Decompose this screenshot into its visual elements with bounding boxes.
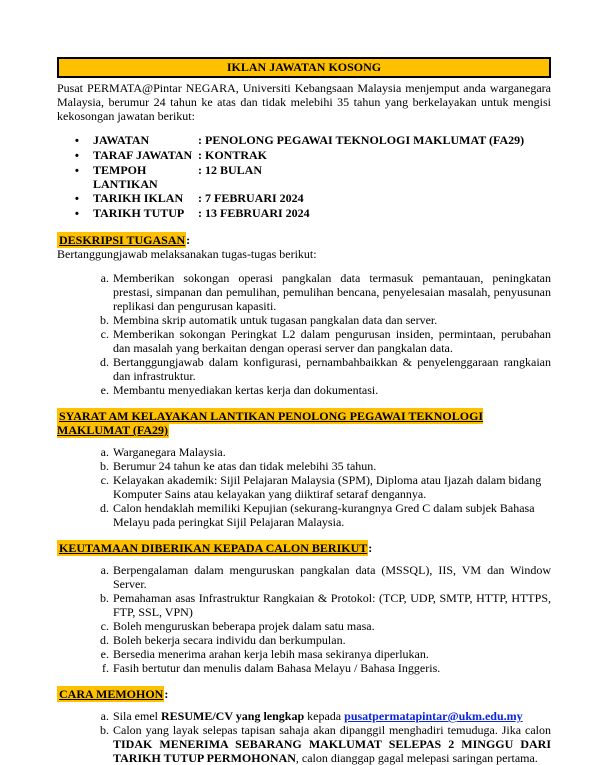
job-detail-value: : PENOLONG PEGAWAI TEKNOLOGI MAKLUMAT (FA29) <box>198 133 525 147</box>
section-heading-line <box>57 233 551 247</box>
section-heading-cara-memohon: CARA MEMOHON <box>59 687 164 701</box>
bullet-icon <box>75 148 93 163</box>
list-item: e. Membantu menyediakan kertas kerja dan dokumentasi. <box>112 383 551 397</box>
job-detail-label: TARIKH TUTUP <box>93 206 185 220</box>
intro-paragraph: Pusat PERMATA@Pintar NEGARA, Universiti Kebangsaan Malaysia menjemput anda warganegara Malaysia, berumur 24 tahun ke atas dan tidak melebihi 35 tahun yang berkelayakan untuk mengisi kekosongan jawatan berikut: <box>57 81 551 123</box>
bullet-icon <box>75 191 93 206</box>
heading-colon: : <box>186 233 191 247</box>
list-item-apply-email <box>112 709 551 723</box>
document-page <box>57 57 551 765</box>
job-detail-value: : KONTRAK <box>198 148 267 162</box>
section-heading-syarat: SYARAT AM KELAYAKAN LANTIKAN PENOLONG PEGAWAI TEKNOLOGI MAKLUMAT (FA29) <box>57 409 484 437</box>
heading-colon: : <box>164 687 169 701</box>
note-text: Calon yang layak selepas tapisan sahaja akan dipanggil menghadiri temuduga. Jika calon <box>113 723 551 737</box>
job-detail-row <box>57 148 551 163</box>
job-detail-row <box>57 191 551 206</box>
section-heading-line <box>57 409 551 437</box>
apply-bold-resume: RESUME/CV yang lengkap <box>161 709 305 723</box>
syarat-list <box>57 445 551 529</box>
job-detail-value: : 12 BULAN <box>198 163 263 177</box>
job-details-list <box>57 133 551 221</box>
section-heading-deskripsi: DESKRIPSI TUGASAN <box>59 233 186 247</box>
keutamaan-list <box>57 563 551 675</box>
job-detail-row <box>57 163 551 191</box>
bullet-icon <box>75 206 93 221</box>
document-title: IKLAN JAWATAN KOSONG <box>226 60 382 74</box>
section-syarat-am <box>57 409 551 529</box>
list-item: b. Berumur 24 tahun ke atas dan tidak melebihi 35 tahun. <box>112 459 551 473</box>
list-item: c. Boleh menguruskan beberapa projek dalam satu masa. <box>112 619 551 633</box>
list-item: d. Calon hendaklah memiliki Kepujian (sekurang-kurangnya Gred C dalam subjek Bahasa Melayu pada peringkat Sijil Pelajaran Malaysia. <box>112 501 551 529</box>
section-heading-keutamaan: KEUTAMAAN DIBERIKAN KEPADA CALON BERIKUT <box>59 541 368 555</box>
section-cara-memohon <box>57 687 551 765</box>
job-detail-label: TEMPOH LANTIKAN <box>93 163 158 191</box>
cara-memohon-list <box>57 709 551 765</box>
job-detail-label: TARIKH IKLAN <box>93 191 184 205</box>
list-item: b. Pemahaman asas Infrastruktur Rangkaian & Protokol: (TCP, UDP, SMTP, HTTP, HTTPS, FTP, SSL, VPN) <box>112 591 551 619</box>
list-item: d. Bertanggungjawab dalam konfigurasi, pernambahbaikkan & penyelenggaraan rangkaian dan infrastruktur. <box>112 355 551 383</box>
list-item: e. Bersedia menerima arahan kerja lebih masa sekiranya diperlukan. <box>112 647 551 661</box>
list-item: c. Kelayakan akademik: Sijil Pelajaran Malaysia (SPM), Diploma atau Ijazah dalam bidang Komputer Sains atau kelayakan yang diiktiraf setaraf dengannya. <box>112 473 551 501</box>
list-item: a. Warganegara Malaysia. <box>112 445 551 459</box>
list-item: b. Membina skrip automatik untuk tugasan pangkalan data dan server. <box>112 313 551 327</box>
list-item-apply-note <box>112 723 551 765</box>
heading-colon: : <box>368 541 373 555</box>
bullet-icon <box>75 133 93 148</box>
list-item: a. Berpengalaman dalam menguruskan pangkalan data (MSSQL), IIS, VM dan Window Server. <box>112 563 551 591</box>
job-detail-row <box>57 133 551 148</box>
list-item: a. Memberikan sokongan operasi pangkalan data termasuk pemantauan, peningkatan prestasi, simpanan dan pemulihan, pemulihan bencana, penyelesaian masalah, penyusunan replikasi dan pengurusan kapasiti. <box>112 271 551 313</box>
section-heading-line <box>57 541 551 555</box>
deskripsi-task-list <box>57 271 551 397</box>
list-item: c. Memberikan sokongan Peringkat L2 dalam pengurusan insiden, permintaan, perubahan dan masalah yang berkaitan dengan operasi server dan pangkalan data. <box>112 327 551 355</box>
note-text: , calon dianggap gagal melepasi saringan pertama. <box>295 751 538 765</box>
apply-text: kepada <box>304 709 345 723</box>
list-item: d. Boleh bekerja secara individu dan berkumpulan. <box>112 633 551 647</box>
bullet-icon <box>75 163 93 191</box>
deskripsi-lead: Bertanggungjawab melaksanakan tugas-tugas berikut: <box>57 247 317 261</box>
section-keutamaan <box>57 541 551 675</box>
email-link[interactable]: pusatpermatapintar@ukm.edu.my <box>344 709 523 723</box>
job-detail-value: : 13 FEBRUARI 2024 <box>198 206 310 220</box>
job-detail-label: JAWATAN <box>93 133 150 147</box>
document-title-banner <box>57 57 551 78</box>
section-heading-line <box>57 687 551 701</box>
job-detail-row <box>57 206 551 221</box>
list-item: f. Fasih bertutur dan menulis dalam Bahasa Melayu / Bahasa Inggeris. <box>112 661 551 675</box>
job-detail-label: TARAF JAWATAN <box>93 148 193 162</box>
job-detail-value: : 7 FEBRUARI 2024 <box>198 191 304 205</box>
apply-text: Sila emel <box>113 709 161 723</box>
note-bold-warning: TIDAK MENERIMA SEBARANG MAKLUMAT SELEPAS 2 MINGGU DARI TARIKH TUTUP PERMOHONAN <box>113 737 551 765</box>
section-deskripsi-tugasan <box>57 233 551 397</box>
